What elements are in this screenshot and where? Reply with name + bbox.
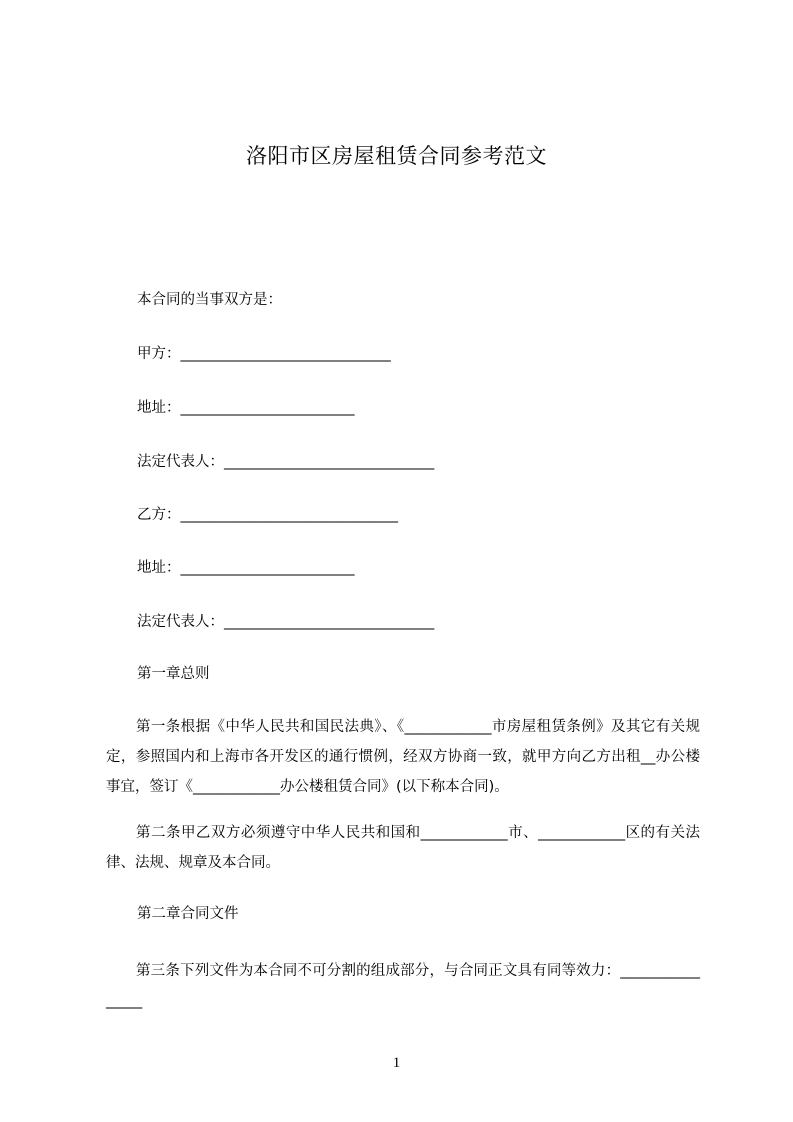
article-1-paragraph: 第一条根据《中华人民共和国民法典》、《____________市房屋租赁条例》及其它有关规定，参照国内和上海市各开发区的通行惯例，经双方协商一致，就甲方向乙方出租__办公楼事宜，签订《____________办公楼租赁合同》(以下称本合同)。 [106,719,700,795]
representative-b-line: 法定代表人：_____________________________ [137,614,435,630]
chapter-1-heading: 第一章总则 [137,666,210,682]
party-a-line: 甲方：_____________________________ [137,346,391,362]
party-b-line: 乙方：______________________________ [137,507,398,523]
intro-line: 本合同的当事双方是： [137,292,282,308]
address-a-line: 地址：________________________ [137,400,355,416]
representative-a-line: 法定代表人：_____________________________ [137,454,435,470]
article-3-paragraph: 第三条下列文件为本合同不可分割的组成部分，与合同正文具有同等效力：________________ [106,963,700,1009]
page-number: 1 [392,1055,401,1071]
chapter-2-heading: 第二章合同文件 [137,906,239,922]
document-title: 洛阳市区房屋租赁合同参考范文 [246,144,547,168]
article-2-paragraph: 第二条甲乙双方必须遵守中华人民共和国和____________市、____________区的有关法律、法规、规章及本合同。 [106,825,700,871]
address-b-line: 地址：________________________ [137,560,355,576]
